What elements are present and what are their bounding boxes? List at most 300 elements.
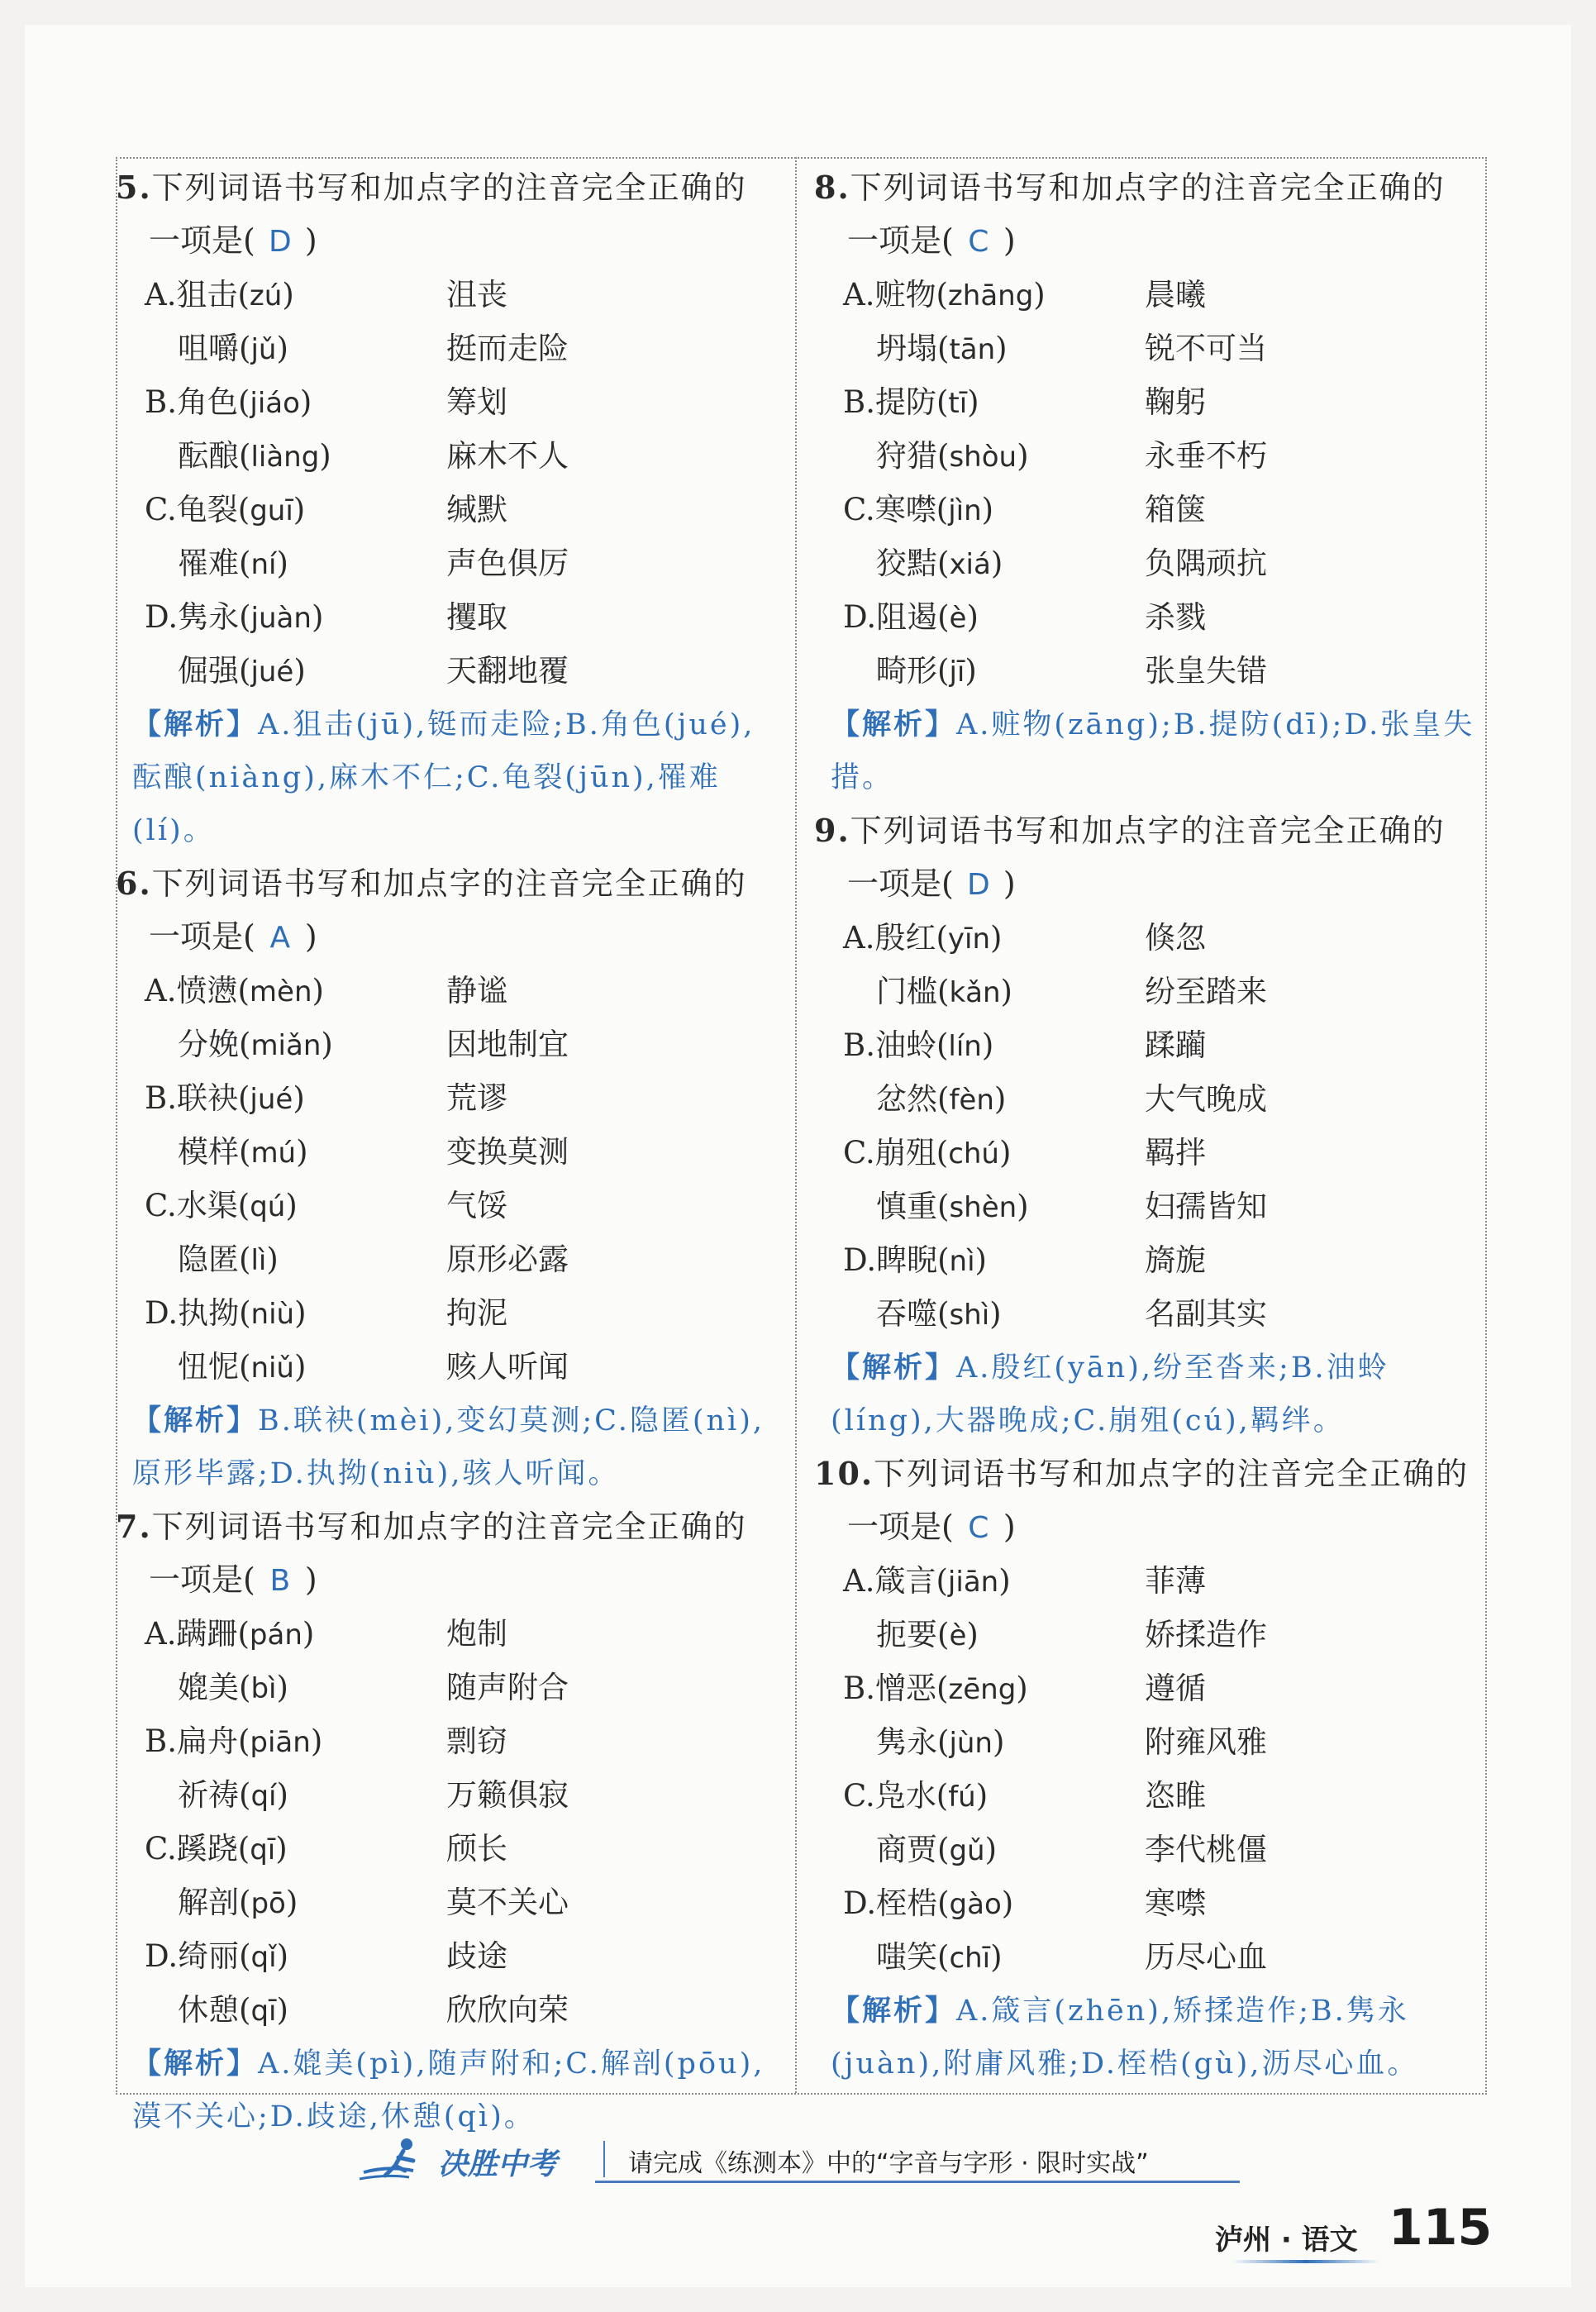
option-word-text: C.凫水( [843,1778,949,1814]
option-word-text: C.崩殂( [843,1135,949,1170]
option-word-text: 畸形( [876,653,950,689]
answer-prompt: 一项是( [847,865,954,902]
option-word-close: ) [990,1939,1003,1975]
option-word [116,1769,446,1823]
option-word-close: ) [1033,277,1046,312]
option-word-text: A.蹒跚( [145,1616,250,1652]
question [814,804,1492,1447]
logo [355,2133,579,2190]
option-pinyin: jǔ [250,333,277,366]
option-word-text: D.执拗( [145,1295,251,1331]
answer-choice: C [968,1511,989,1545]
option-word [814,1716,1145,1770]
answer-bracket-close: ) [304,222,317,259]
option-word-close: ) [293,492,306,527]
option-phrase: 因地制宜 [446,1027,569,1062]
option-phrase: 杀戮 [1145,599,1206,635]
runner-icon [355,2133,438,2190]
option-pinyin: zú [249,279,283,312]
option-word-text: C.寒噤( [843,492,949,527]
analysis-tag: 【解析】 [132,2047,259,2081]
option-row [814,269,1492,322]
option-phrase: 锐不可当 [1145,331,1267,366]
option-word [116,1341,446,1394]
option-word-close: ) [299,384,312,420]
option-word [116,1287,446,1341]
option-phrase: 纷至踏来 [1145,974,1267,1009]
footer-banner [347,2133,1240,2190]
option-phrase: 变换莫测 [446,1134,569,1170]
option-row [116,1341,793,1394]
option-word-text: 休憩( [178,1992,251,2028]
option-word-text: 模样( [178,1134,251,1170]
option-row [116,1126,793,1180]
option-word [814,537,1145,591]
option-row [814,537,1492,591]
option-row [116,537,793,591]
option-phrase: 赅人听闻 [446,1349,569,1385]
question-stem-line2 [116,1553,793,1608]
option-word-text: B.提防( [843,384,949,420]
option-row [814,1127,1492,1180]
option-word-text: A.殷红( [843,920,948,956]
option-pinyin: niǔ [250,1351,294,1385]
option-word-close: ) [989,1296,1002,1332]
option-word [116,322,446,376]
option-pinyin: chī [949,1942,991,1975]
question-stem-line2 [814,1500,1492,1555]
option-word [814,1180,1145,1234]
question-text: 下列词语书写和加点字的注音完全正确的 [850,813,1446,849]
option-word-close: ) [965,653,977,689]
option-pinyin: lín [948,1030,982,1063]
option-word-text: 商贾( [876,1832,950,1867]
option-row [814,1662,1492,1716]
option-word [814,591,1145,645]
option-row [116,591,793,645]
answer-bracket-close: ) [304,1561,317,1598]
option-phrase: 原形必露 [446,1242,569,1277]
answer-choice: B [269,1564,291,1598]
option-word-close: ) [293,1349,307,1385]
option-word-text: 慎重( [876,1189,950,1224]
option-pinyin: qú [250,1190,286,1223]
option-word-text: A.赃物( [843,277,948,312]
option-row [116,1984,793,2038]
column-divider [795,157,797,2093]
option-pinyin: qī [250,1833,276,1866]
option-phrase: 筹划 [446,384,507,420]
option-pinyin: jī [949,655,965,689]
question-stem-line2 [116,214,793,269]
answer-choice: C [968,225,989,259]
option-pinyin: gào [949,1888,1002,1921]
option-phrase: 娇揉造作 [1145,1617,1267,1652]
option-word-text: D.绮丽( [145,1938,251,1974]
option-word-close: ) [319,438,331,474]
option-word-text: 媲美( [178,1670,251,1705]
question-stem [814,1447,1492,1500]
option-row [814,1180,1492,1234]
option-word-close: ) [998,1563,1011,1599]
option-pinyin: bì [250,1672,277,1705]
option-phrase: 菲薄 [1145,1563,1206,1599]
question-number: 10. [814,1455,874,1492]
option-word [116,1930,446,1984]
option-word [116,1876,446,1930]
option-word [814,965,1145,1019]
option-word-text: D.隽永( [145,599,251,635]
option-word-close: ) [276,1992,288,2028]
question [814,161,1492,804]
option-word-text: D.睥睨( [843,1242,950,1278]
option-word-text: A.愤懑( [145,973,250,1008]
option-word [116,1018,446,1072]
option-word-close: ) [276,1777,288,1813]
option-pinyin: fú [948,1780,976,1814]
option-word-close: ) [311,599,324,635]
option-phrase: 负隅顽抗 [1145,546,1267,581]
option-word-close: ) [974,1242,987,1278]
option-pinyin: qǐ [250,1941,277,1974]
option-word-text: 祈祷( [178,1777,251,1813]
option-word [814,484,1145,537]
option-pinyin: juàn [250,602,312,635]
option-pinyin: qī [250,1995,277,2028]
option-word [116,376,446,430]
analysis-tag: 【解析】 [831,1995,957,2028]
option-pinyin: xiá [949,548,991,581]
question-stem [814,804,1492,857]
option-pinyin: zēng [948,1673,1017,1706]
option-word-close: ) [967,384,979,420]
option-word-close: ) [321,1027,333,1062]
option-pinyin: fèn [949,1084,994,1117]
option-word-close: ) [276,331,288,366]
option-phrase: 炮制 [446,1616,507,1652]
option-word-text: 扼要( [876,1617,950,1652]
page-info [1215,2199,1493,2265]
option-phrase: 欣欣向荣 [446,1992,569,2028]
question [116,857,793,1500]
option-pinyin: shì [949,1299,990,1332]
option-pinyin: pō [250,1887,286,1920]
analysis [814,1985,1492,2090]
option-word-text: B.联袂( [145,1080,250,1116]
footer-separator [603,2141,605,2177]
question-stem [116,1500,793,1553]
option-word-close: ) [981,492,994,527]
analysis [116,698,793,857]
option-phrase: 倏忽 [1145,920,1206,956]
option-word-text: A.狙击( [145,277,250,312]
option-pinyin: lì [250,1244,267,1277]
question-text: 下列词语书写和加点字的注音完全正确的 [850,169,1446,206]
option-word-text: 忿然( [876,1081,950,1117]
option-row [814,322,1492,376]
option-word-text: D.桎梏( [843,1885,950,1921]
region-subject: 泸州 · 语文 [1215,2224,1358,2257]
question-text: 下列词语书写和加点字的注音完全正确的 [151,865,747,902]
option-word-close: ) [966,1617,979,1652]
option-row [814,1555,1492,1609]
option-row [116,1661,793,1715]
option-phrase: 麻木不人 [446,438,569,474]
option-pinyin: shèn [949,1191,1017,1224]
option-word-close: ) [995,331,1008,366]
option-row [814,430,1492,484]
answer-choice: A [269,921,291,955]
option-pinyin: miǎn [250,1029,322,1062]
question-text: 下列词语书写和加点字的注音完全正确的 [874,1456,1470,1492]
option-word-close: ) [998,1135,1012,1170]
option-pinyin: tī [948,387,968,420]
question-stem [116,857,793,910]
logo-text: 决胜中考 [438,2148,558,2181]
option-phrase: 随声附合 [446,1670,569,1705]
option-word-close: ) [285,1188,298,1223]
option-word-close: ) [293,653,306,689]
option-phrase: 旖旎 [1145,1242,1206,1278]
option-row [814,1931,1492,1985]
question-text: 下列词语书写和加点字的注音完全正确的 [151,169,747,206]
option-word [814,1770,1145,1823]
option-phrase: 永垂不朽 [1145,438,1267,474]
option-row [116,1876,793,1930]
option-word-text: 狡黠( [876,546,950,581]
option-word [814,1662,1145,1716]
option-row [116,1608,793,1661]
option-row [814,645,1492,698]
option-phrase: 缄默 [446,492,507,527]
question-number: 9. [814,812,850,849]
option-word [814,1288,1145,1342]
analysis [116,1394,793,1500]
analysis-text: A.殷红(yān),纷至沓来;B.油蛉(líng),大器晚成;C.崩殂(cú),羁绊。 [831,1351,1389,1437]
option-pinyin: zhāng [947,279,1034,312]
option-word-close: ) [302,1616,315,1652]
option-word [814,1555,1145,1609]
option-phrase: 历尽心血 [1145,1939,1267,1975]
option-row [116,1233,793,1287]
option-pinyin: kǎn [949,976,1001,1009]
option-word-close: ) [984,1832,998,1867]
option-row [116,376,793,430]
option-word [116,269,446,322]
option-word-text: 分娩( [178,1027,251,1062]
analysis-tag: 【解析】 [831,1351,957,1385]
analysis-text: A.狙击(jū),铤而走险;B.角色(jué),酝酿(niàng),麻木不仁;C.龟裂(jūn),罹难(lí)。 [132,708,755,847]
option-pinyin: mú [250,1137,297,1170]
option-word [814,1127,1145,1180]
option-phrase: 挺而走险 [446,331,569,366]
option-word-close: ) [275,1831,288,1866]
right-column [814,161,1492,2090]
option-word-close: ) [312,973,324,1008]
answer-prompt: 一项是( [149,1561,255,1598]
option-word-text: C.龟裂( [145,492,250,527]
option-pinyin: jiān [947,1566,999,1599]
option-pinyin: tān [949,333,996,366]
option-word-close: ) [1000,974,1012,1009]
footer-underline [595,2181,1240,2183]
option-phrase: 静谧 [446,973,507,1008]
option-pinyin: niù [250,1298,295,1331]
option-row [814,965,1492,1019]
option-phrase: 拘泥 [446,1295,507,1331]
option-phrase: 万籁俱寂 [446,1777,569,1813]
option-word-text: B.角色( [145,384,250,420]
option-row [116,965,793,1018]
option-row [116,484,793,537]
option-phrase: 大气晚成 [1145,1081,1267,1117]
option-pinyin: guī [250,494,293,527]
option-word-text: B.油蛉( [843,1027,949,1063]
option-row [116,1769,793,1823]
analysis-text: A.媲美(pì),随声附和;C.解剖(pōu),漠不关心;D.歧途,休憩(qì)。 [132,2047,765,2133]
option-pinyin: ní [250,548,277,581]
question-number: 7. [116,1508,152,1545]
option-pinyin: è [949,1619,967,1652]
answer-bracket-close: ) [1003,1509,1016,1545]
option-row [814,376,1492,430]
option-word [814,1823,1145,1877]
option-word [814,376,1145,430]
option-row [814,1877,1492,1931]
option-row [814,1288,1492,1342]
option-word-close: ) [990,546,1003,581]
option-word-text: 解剖( [178,1885,251,1920]
option-pinyin: qí [250,1780,277,1813]
answer-prompt: 一项是( [149,918,255,955]
option-word [814,269,1145,322]
option-word [116,1715,446,1769]
option-row [814,1823,1492,1877]
option-row [814,1609,1492,1662]
option-word [814,1609,1145,1662]
question [814,1447,1492,2090]
option-pinyin: è [949,602,967,635]
option-word-text: 倔强( [178,653,251,689]
option-word-close: ) [285,1885,298,1920]
option-pinyin: chú [948,1137,999,1170]
page-number: 115 [1389,2199,1493,2257]
option-pinyin: liàng [250,441,320,474]
option-phrase: 张皇失错 [1145,653,1267,689]
question-number: 8. [814,169,850,206]
option-word-text: B.憎恶( [843,1671,949,1706]
option-phrase: 李代桃僵 [1145,1832,1267,1867]
question-text: 下列词语书写和加点字的注音完全正确的 [151,1509,747,1545]
option-word [814,322,1145,376]
option-phrase: 恣睢 [1145,1778,1206,1814]
option-row [116,645,793,698]
option-word-close: ) [1017,438,1029,474]
option-pinyin: jùn [949,1727,993,1760]
option-word-text: 咀嚼( [178,331,251,366]
option-word [116,1072,446,1126]
option-word [116,1608,446,1661]
option-phrase: 妇孺皆知 [1145,1189,1267,1224]
analysis [116,2038,793,2143]
option-word [116,1661,446,1715]
option-word-text: C.水渠( [145,1188,250,1223]
option-word-close: ) [981,1027,994,1063]
option-pinyin: yīn [947,922,991,956]
option-pinyin: pán [249,1618,303,1652]
option-row [814,1019,1492,1073]
analysis-text: B.联袂(mèi),变幻莫测;C.隐匿(nì),原形毕露;D.执拗(niù),骇人听闻。 [132,1404,765,1490]
analysis-text: A.箴言(zhēn),矫揉造作;B.隽永(juàn),附庸风雅;D.桎梏(gù),沥尽心血。 [831,1995,1419,2081]
question [116,161,793,857]
option-row [116,1823,793,1876]
option-word-close: ) [282,277,294,312]
option-word-close: ) [990,920,1003,956]
option-word-close: ) [966,599,979,635]
question-number: 5. [116,169,152,206]
option-word [116,1126,446,1180]
answer-bracket-close: ) [1003,222,1016,259]
option-pinyin: shòu [949,441,1017,474]
question-stem-line2 [116,910,793,965]
option-word-close: ) [993,1081,1007,1117]
option-row [116,1287,793,1341]
option-pinyin: jiáo [250,387,300,420]
option-word-text: 隽永( [876,1724,950,1760]
option-pinyin: mèn [249,975,312,1008]
analysis-text: A.赃物(zāng);B.提防(dī);D.张皇失措。 [831,708,1475,794]
answer-choice: D [268,225,292,259]
option-word [814,1234,1145,1288]
answer-prompt: 一项是( [149,222,255,259]
option-word-text: 门槛( [876,974,950,1009]
analysis-tag: 【解析】 [132,708,259,741]
option-word [116,537,446,591]
option-word-text: 隐匿( [178,1242,251,1277]
option-word-text: 狩猎( [876,438,950,474]
option-phrase: 箱箧 [1145,492,1206,527]
option-phrase: 蹂躏 [1145,1027,1206,1063]
analysis [814,1342,1492,1447]
option-pinyin: jìn [948,494,982,527]
option-word-text: 嗤笑( [876,1939,950,1975]
option-phrase: 歧途 [446,1938,507,1974]
option-word-text: 酝酿( [178,438,251,474]
option-pinyin: jué [250,1083,293,1116]
option-phrase: 荒谬 [446,1080,507,1116]
option-pinyin: piān [250,1726,311,1759]
option-word [814,912,1145,965]
analysis-tag: 【解析】 [132,1404,259,1437]
left-column [116,161,793,2143]
option-phrase: 名副其实 [1145,1296,1267,1332]
analysis [814,698,1492,804]
option-phrase: 气馁 [446,1188,507,1223]
option-pinyin: gǔ [949,1834,985,1867]
option-row [814,484,1492,537]
option-word-close: ) [276,546,288,581]
option-row [116,1930,793,1984]
option-word-close: ) [1001,1885,1014,1921]
option-word-close: ) [276,1670,288,1705]
option-word-text: A.箴言( [843,1563,948,1599]
answer-prompt: 一项是( [847,1509,954,1545]
option-word-text: B.扁舟( [145,1723,250,1759]
question-stem-line2 [814,857,1492,912]
question-number: 6. [116,865,152,902]
option-phrase: 晨曦 [1145,277,1206,312]
question [116,1500,793,2143]
